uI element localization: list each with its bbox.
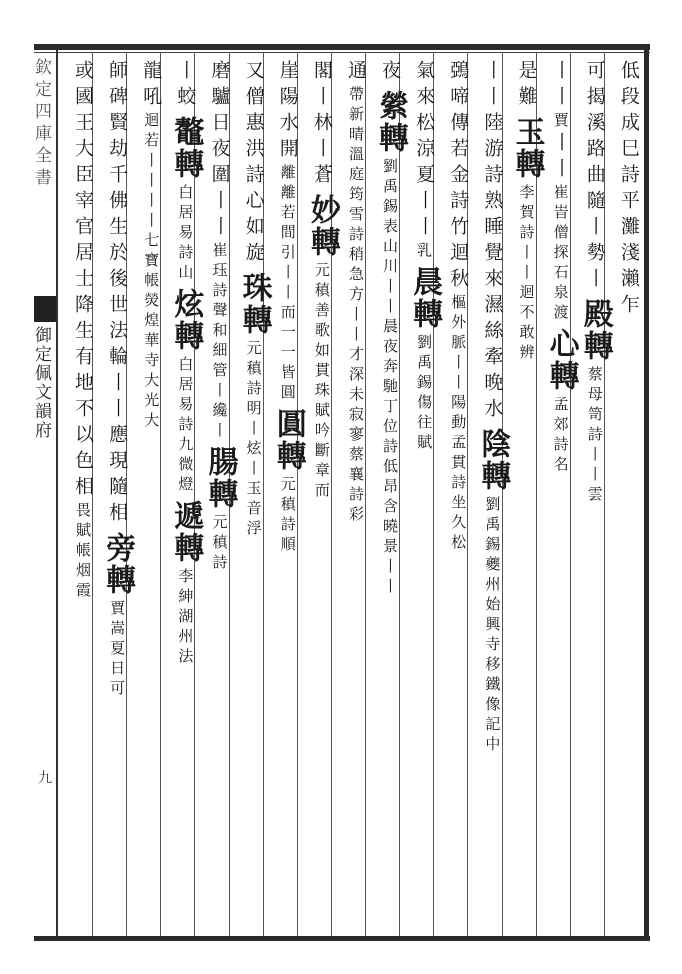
annotation-text: 白居易詩山 — [176, 184, 195, 284]
body-text: 氣來松涼夏丨丨 — [413, 60, 436, 242]
annotation-text: 崔珏詩聲和細管丨纔丨 — [210, 242, 229, 442]
body-text: 閣丨林丨蒼 — [310, 60, 333, 190]
annotation-text: 劉禹錫傷往賦 — [415, 334, 434, 454]
body-text: 崖陽水開 — [276, 60, 299, 164]
bottom-border — [34, 936, 650, 941]
annotation-text: 丨丨七寶帳熒煌 — [142, 192, 161, 332]
annotation-text: 劉禹錫夔州始興寺移鐵像記中 — [483, 496, 502, 756]
body-text: 師碑賢劫千佛生於後世法輪丨丨應現隨相 — [106, 60, 129, 528]
body-text: 或國王大臣宰官居士降生有地不以色相 — [72, 60, 94, 502]
annotation-text: 李賀詩丨丨 — [517, 184, 536, 284]
body-text: 又僧惠洪詩心如旋 — [242, 60, 265, 268]
headword: 旁轉 — [100, 532, 136, 596]
headword: 炫轉 — [168, 288, 204, 352]
headword: 心轉 — [543, 328, 579, 392]
body-text: 是難 — [515, 60, 538, 112]
headword: 圓轉 — [270, 408, 306, 472]
annotation-text: 白居易詩九微燈 — [176, 356, 195, 496]
headword: 腸轉 — [202, 446, 238, 510]
annotation-text: 離離若間引丨丨而一一皆圓 — [278, 164, 297, 404]
annotation-text: 劉禹錫表山川丨丨晨夜奔馳丁位詩低昂含曉景丨丨 — [381, 158, 400, 598]
headword: 珠轉 — [236, 272, 272, 336]
headword: 遞轉 — [168, 500, 204, 564]
headword: 妙轉 — [304, 194, 340, 258]
headword: 縈轉 — [373, 90, 409, 154]
page-number: 九 — [36, 770, 52, 784]
annotation-text: 元稹詩明丨炫丨玉音浮 — [244, 340, 263, 540]
annotation-text: 賈 — [551, 112, 570, 132]
headword: 玉轉 — [509, 116, 545, 180]
margin-title: 御定佩文韻府 — [31, 326, 51, 440]
margin-book-title: 欽定四庫全書 — [31, 58, 51, 190]
body-text: 丨丨 — [549, 132, 572, 184]
annotation-text: 樞外脈丨丨陽動孟貫詩坐久松 — [449, 294, 468, 554]
headword: 晨轉 — [407, 266, 443, 330]
body-text: 低段成巳詩平灘淺瀨乍 — [617, 60, 640, 320]
fish-tail-mark — [34, 296, 56, 322]
body-text: 磨驢日夜圍丨丨 — [208, 60, 231, 242]
annotation-text: 乳 — [415, 242, 434, 262]
body-text: 通 — [344, 60, 367, 86]
body-text: 龍吼 — [140, 60, 163, 112]
annotation-text: 畏賦帳烟霞 — [74, 502, 92, 602]
annotation-text: 蔡母笥詩丨丨雲 — [585, 366, 604, 506]
body-text: 夜 — [379, 60, 402, 86]
body-text: 可揭溪路曲隨丨勢丨 — [583, 60, 606, 294]
annotation-text: 崔峕僧探石泉渡 — [551, 184, 570, 324]
annotation-text: 迴若丨丨 — [142, 112, 161, 192]
headword: 鼇轉 — [168, 116, 204, 180]
annotation-text: 迴不敢辨 — [517, 284, 536, 364]
annotation-text: 元稹詩順 — [278, 476, 297, 556]
body-text: 丨丨 — [549, 60, 572, 112]
annotation-text: 賈嵩夏日可 — [108, 600, 127, 700]
body-text: 丨丨陸游詩熟睡覺來 — [481, 60, 504, 294]
text-column — [58, 60, 92, 932]
annotation-text: 元稹善歌如貫珠賦吟斷章而 — [312, 262, 331, 502]
body-text: 鵶啼傳若金詩竹迴秋 — [447, 60, 470, 294]
body-text: 丨蛟 — [174, 60, 197, 112]
annotation-text: 元稹詩 — [210, 514, 229, 574]
headword: 殿轉 — [577, 298, 613, 362]
top-border — [34, 44, 650, 50]
headword: 陰轉 — [475, 428, 511, 492]
body-text: 濕絲牽晚水 — [481, 294, 504, 424]
annotation-text: 帶新晴溫庭筠雪詩稍急方丨丨才深未寂寥蔡襄詩彩 — [346, 86, 365, 526]
annotation-text: 華寺大光大 — [142, 332, 161, 432]
annotation-text: 李紳湖州法 — [176, 568, 195, 668]
annotation-text: 孟郊詩名 — [551, 396, 570, 476]
